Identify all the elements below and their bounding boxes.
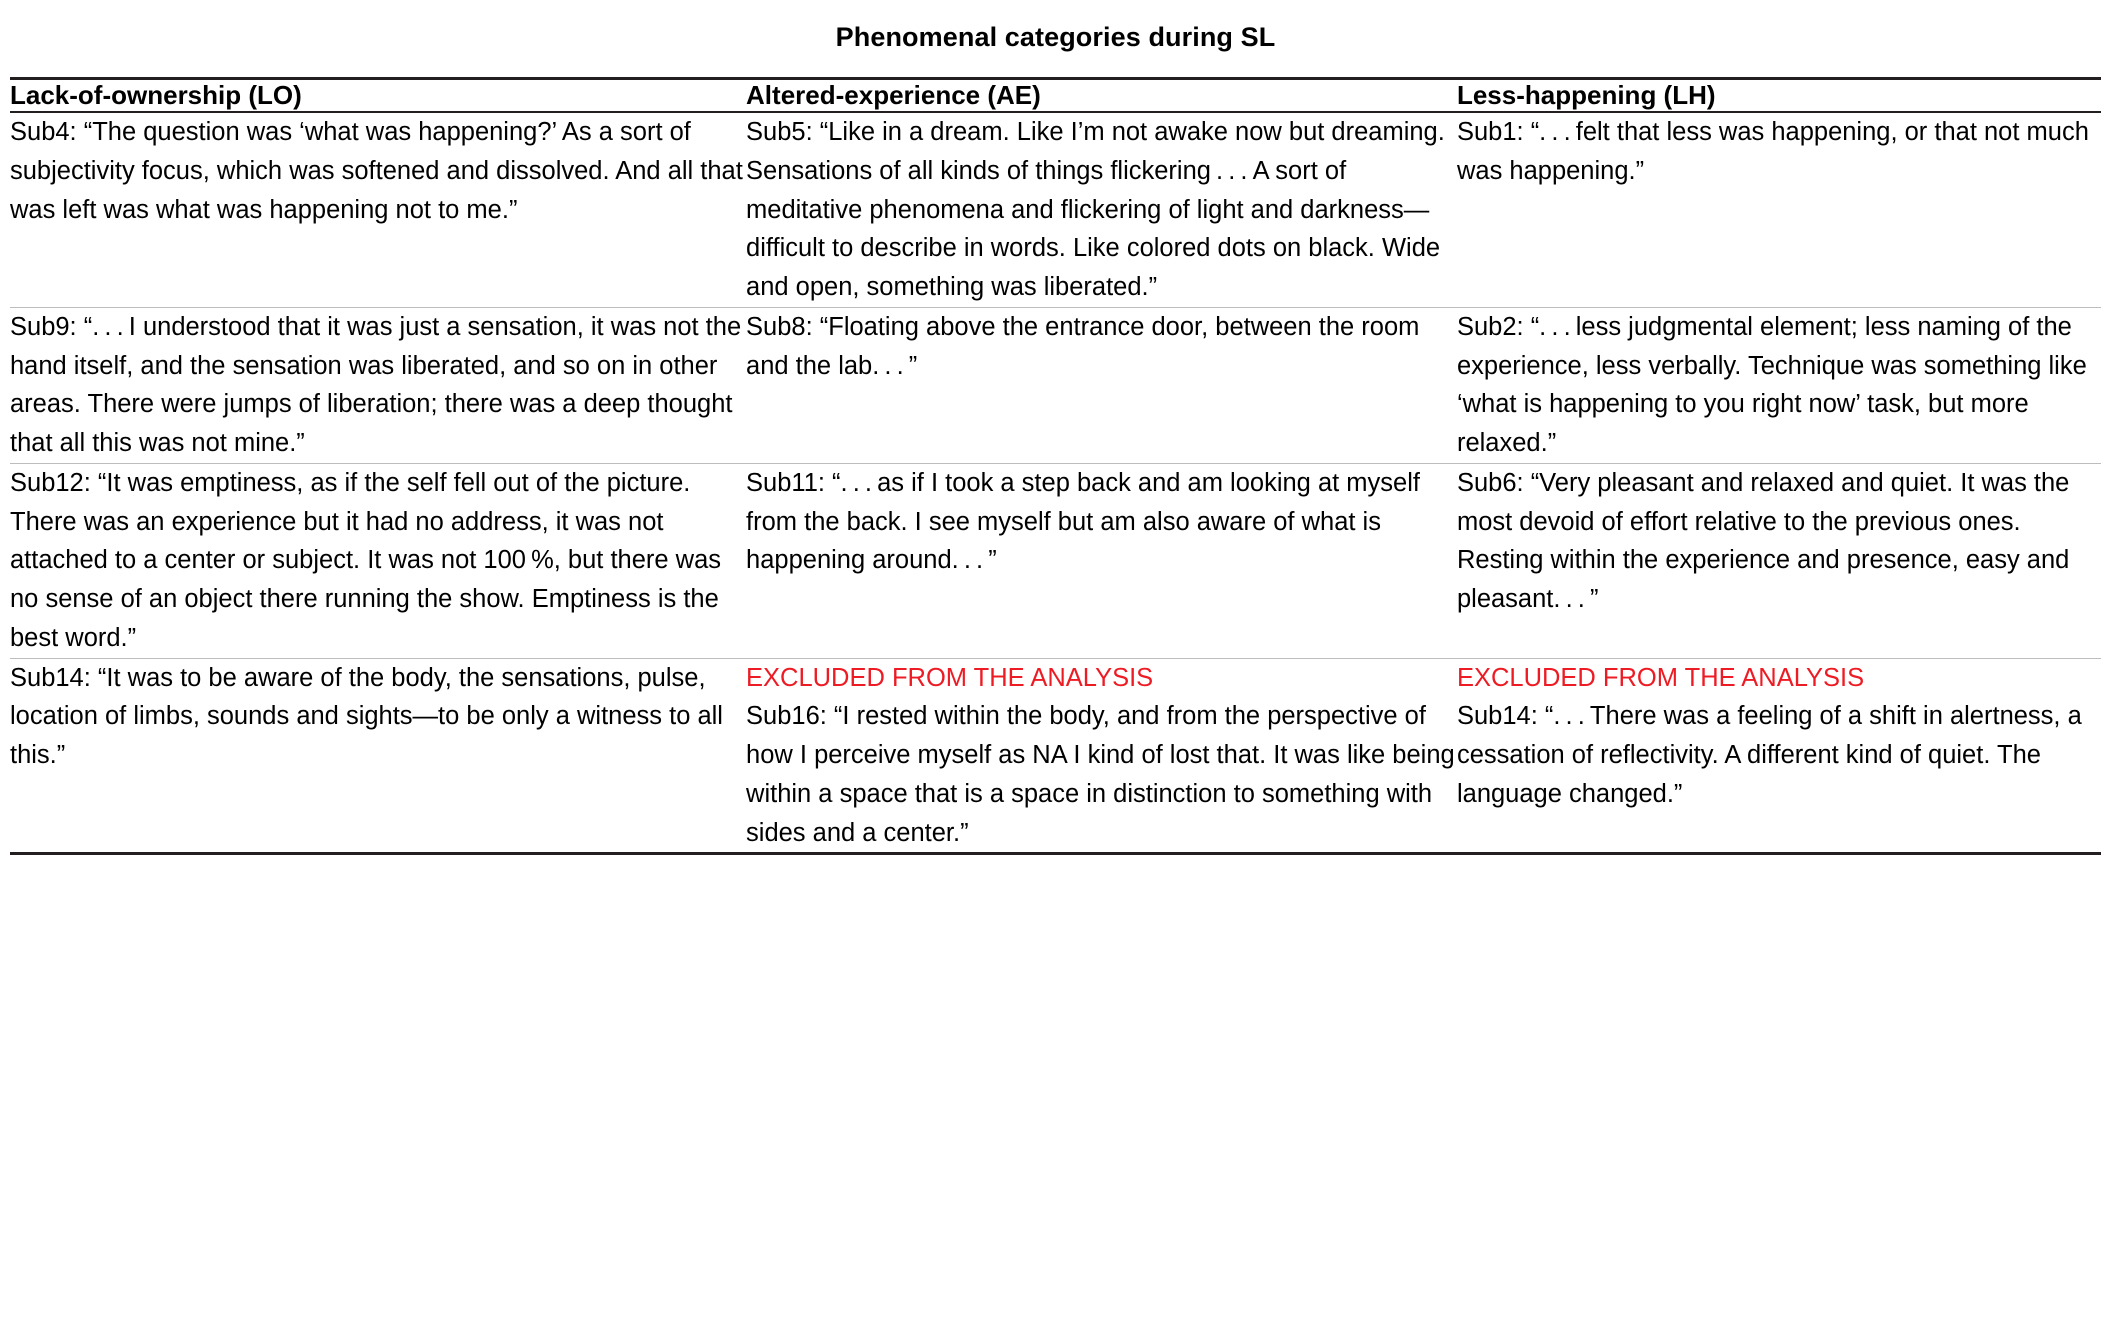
table-body <box>10 80 2101 852</box>
table-row <box>10 113 2101 307</box>
cell-lh-2: Sub2: “. . . less judgmental element; less naming of the experience, less verbally. Technique was something like ‘what is happening to you right now’ task, but more relaxed.” <box>1456 312 2087 457</box>
cell-ae-1: Sub5: “Like in a dream. Like I’m not awake now but dreaming. Sensations of all kinds of things flickering . . . A sort of meditative phenomena and flickering of light and darkness—difficult to describe in words. Like colored dots on black. Wide and open, something was liberated.” <box>746 118 1445 301</box>
cell-lh-4-text: Sub14: “. . . There was a feeling of a shift in alertness, a cessation of reflectivity. A different kind of quiet. The language changed.” <box>1456 702 2082 808</box>
cell-lh-4 <box>1457 659 2101 853</box>
table-title: Phenomenal categories during SL <box>835 22 1276 52</box>
cell-lo-3: Sub12: “It was emptiness, as if the self fell out of the picture. There was an experience but it had no address, it was not attached to a center or subject. It was not 100 %, but there was no sense of an object there running the show. Emptiness is the best word.” <box>10 468 722 652</box>
excluded-label-lh: EXCLUDED FROM THE ANALYSIS <box>1456 663 1865 692</box>
cell-ae-4-text: Sub16: “I rested within the body, and from the perspective of how I perceive myself as NA I kind of lost that. It was like being within a space that is a space in distinction to something with sides and a center.” <box>746 702 1455 847</box>
cell-ae-4 <box>746 659 1457 853</box>
table-row <box>10 659 2101 853</box>
column-header-lo: Lack-of-ownership (LO) <box>10 80 302 110</box>
cell-lo-1: Sub4: “The question was ‘what was happening?’ As a sort of subjectivity focus, which was softened and dissolved. And all that was left was what was happening not to me.” <box>10 118 743 224</box>
cell-ae-2: Sub8: “Floating above the entrance door, between the room and the lab. . . ” <box>746 312 1420 380</box>
bottom-spacer <box>10 855 2101 863</box>
table-row <box>10 464 2101 658</box>
table-row <box>10 308 2101 463</box>
table-header-row <box>10 80 2101 111</box>
cell-ae-3: Sub11: “. . . as if I took a step back and am looking at myself from the back. I see myself but am also aware of what is happening around. . . ” <box>746 468 1420 575</box>
cell-lo-2: Sub9: “. . . I understood that it was just a sensation, it was not the hand itself, and the sensation was liberated, and so on in other areas. There were jumps of liberation; there was a deep thought that all this was not mine.” <box>10 312 742 457</box>
column-header-ae: Altered-experience (AE) <box>746 80 1041 110</box>
cell-lh-1: Sub1: “. . . felt that less was happening, or that not much was happening.” <box>1456 118 2089 185</box>
cell-lh-3: Sub6: “Very pleasant and relaxed and quiet. It was the most devoid of effort relative to the previous ones. Resting within the experience and presence, easy and pleasant. . . ” <box>1456 468 2070 613</box>
cell-lo-4: Sub14: “It was to be aware of the body, the sensations, pulse, location of limbs, sounds and sights—to be only a witness to all this.” <box>10 663 723 769</box>
excluded-label-ae: EXCLUDED FROM THE ANALYSIS <box>746 663 1154 692</box>
column-header-lh: Less-happening (LH) <box>1456 80 1716 110</box>
